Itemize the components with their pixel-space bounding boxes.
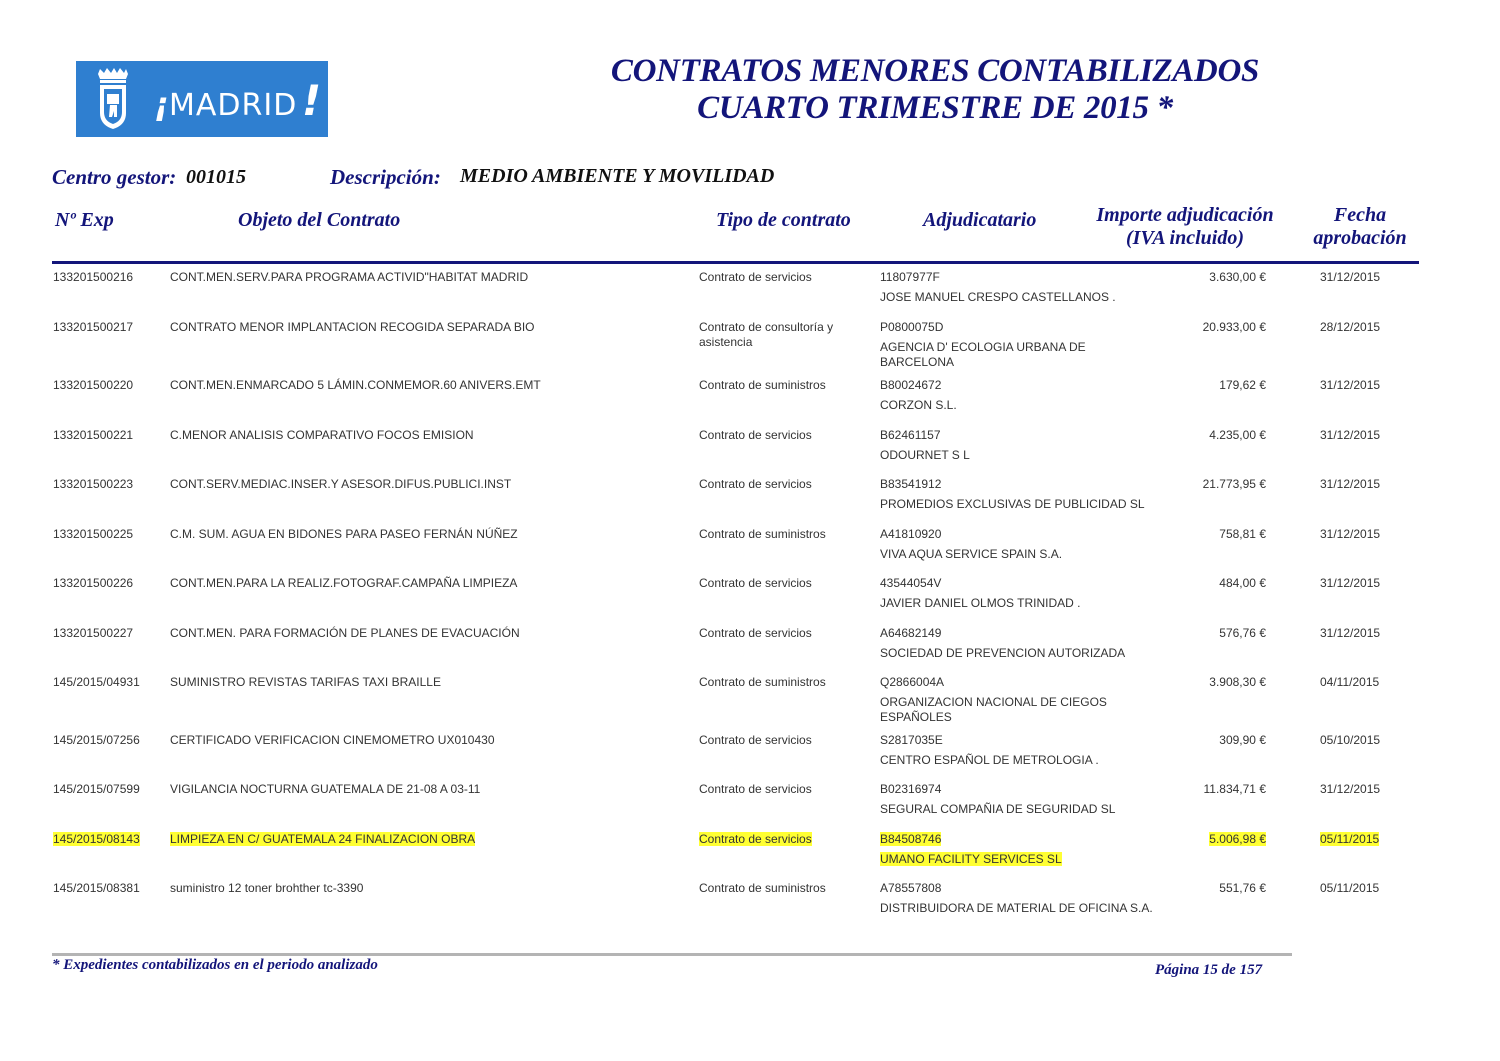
contractor-name: JOSE MANUEL CRESPO CASTELLANOS .: [880, 290, 1116, 304]
contractor-name: AGENCIA D' ECOLOGIA URBANA DE BARCELONA: [880, 340, 1086, 369]
approval-date: 31/12/2015: [1320, 428, 1381, 442]
footer-divider: [52, 953, 1292, 956]
contractor-name: ODOURNET S L: [880, 448, 970, 462]
svg-text:!: !: [302, 76, 322, 125]
approval-date: 31/12/2015: [1320, 527, 1381, 541]
award-amount: 484,00 €: [1219, 576, 1266, 590]
svg-text:¡: ¡: [154, 85, 169, 123]
contract-type: Contrato de servicios: [699, 832, 812, 846]
approval-date: 31/12/2015: [1320, 477, 1381, 491]
expediente-number: 133201500227: [53, 626, 134, 640]
descripcion-value: MEDIO AMBIENTE Y MOVILIDAD: [460, 165, 775, 187]
contract-type: Contrato de suministros: [699, 378, 826, 392]
approval-date: 31/12/2015: [1320, 270, 1381, 284]
award-amount: 4.235,00 €: [1209, 428, 1266, 442]
award-amount: 576,76 €: [1219, 626, 1266, 640]
approval-date: 31/12/2015: [1320, 782, 1381, 796]
footnote: * Expedientes contabilizados en el periodo analizado: [52, 957, 378, 973]
approval-date: 31/12/2015: [1320, 378, 1381, 392]
contract-object: VIGILANCIA NOCTURNA GUATEMALA DE 21-08 A 03-11: [170, 782, 481, 796]
contract-type: Contrato de suministros: [699, 881, 826, 895]
contractor-id: Q2866004A: [880, 675, 945, 689]
contract-object: CONT.MEN. PARA FORMACIÓN DE PLANES DE EVACUACIÓN: [170, 626, 520, 640]
award-amount: 758,81 €: [1219, 527, 1266, 541]
header-divider: [52, 261, 1419, 264]
contract-type: Contrato de servicios: [699, 626, 812, 640]
contractor-id: A64682149: [880, 626, 942, 640]
contract-object: suministro 12 toner brohther tc-3390: [170, 881, 364, 895]
contractor-name: PROMEDIOS EXCLUSIVAS DE PUBLICIDAD SL: [880, 497, 1145, 511]
report-title: [520, 53, 1350, 127]
expediente-number: 145/2015/07256: [53, 733, 140, 747]
approval-date: 28/12/2015: [1320, 320, 1381, 334]
expediente-number: 145/2015/08143: [53, 832, 140, 846]
contract-type: Contrato de servicios: [699, 576, 812, 590]
contractor-name: SEGURAL COMPAÑIA DE SEGURIDAD SL: [880, 802, 1116, 816]
approval-date: 31/12/2015: [1320, 576, 1381, 590]
award-amount: 309,90 €: [1219, 733, 1266, 747]
svg-text:MADRID: MADRID: [169, 88, 298, 123]
contractor-id: B02316974: [880, 782, 942, 796]
contractor-name: SOCIEDAD DE PREVENCION AUTORIZADA: [880, 646, 1126, 660]
contractor-name: JAVIER DANIEL OLMOS TRINIDAD .: [880, 596, 1081, 610]
award-amount: 179,62 €: [1219, 378, 1266, 392]
award-amount: 21.773,95 €: [1202, 477, 1266, 491]
approval-date: 04/11/2015: [1320, 675, 1380, 689]
expediente-number: 133201500220: [53, 378, 134, 392]
title-line-2: CUARTO TRIMESTRE DE 2015 *: [697, 90, 1173, 126]
contract-object: LIMPIEZA EN C/ GUATEMALA 24 FINALIZACION OBRA: [170, 832, 476, 846]
contractor-id: A41810920: [880, 527, 942, 541]
expediente-number: 133201500225: [53, 527, 134, 541]
contract-type: Contrato de suministros: [699, 675, 826, 689]
page-number: Página 15 de 157: [1155, 962, 1263, 978]
contract-object: SUMINISTRO REVISTAS TARIFAS TAXI BRAILLE: [170, 675, 441, 689]
contract-object: CONT.MEN.ENMARCADO 5 LÁMIN.CONMEMOR.60 ANIVERS.EMT: [170, 378, 541, 392]
expediente-number: 133201500216: [53, 270, 134, 284]
contract-object: CERTIFICADO VERIFICACION CINEMOMETRO UX010430: [170, 733, 495, 747]
column-header-tipo: Tipo de contrato: [716, 209, 851, 231]
contractor-id: P0800075D: [880, 320, 944, 334]
award-amount: 3.908,30 €: [1209, 675, 1266, 689]
contractor-id: B83541912: [880, 477, 942, 491]
approval-date: 05/10/2015: [1320, 733, 1381, 747]
contractor-id: B84508746: [880, 832, 942, 846]
contractor-name: CENTRO ESPAÑOL DE METROLOGIA .: [880, 753, 1099, 767]
contractor-name: CORZON S.L.: [880, 398, 957, 412]
approval-date: 05/11/2015: [1320, 881, 1380, 895]
contractor-id: B62461157: [880, 428, 941, 442]
contract-object: CONT.MEN.SERV.PARA PROGRAMA ACTIVID"HABITAT MADRID: [170, 270, 529, 284]
contractor-name: UMANO FACILITY SERVICES SL: [880, 852, 1062, 866]
contractor-name: DISTRIBUIDORA DE MATERIAL DE OFICINA S.A.: [880, 901, 1153, 915]
contract-type: Contrato de suministros: [699, 527, 826, 541]
column-header-adjudicatario: Adjudicatario: [923, 209, 1037, 231]
contract-object: C.M. SUM. AGUA EN BIDONES PARA PASEO FERNÁN NÚÑEZ: [170, 527, 518, 541]
madrid-logo: [76, 61, 328, 137]
award-amount: 20.933,00 €: [1202, 320, 1266, 334]
expediente-number: 145/2015/04931: [53, 675, 140, 689]
award-amount: 3.630,00 €: [1209, 270, 1266, 284]
title-line-1: CONTRATOS MENORES CONTABILIZADOS: [610, 53, 1260, 89]
award-amount: 11.834,71 €: [1203, 782, 1266, 796]
contractor-id: S2817035E: [880, 733, 943, 747]
column-header-fecha: [1300, 204, 1420, 250]
importe-header-line-1: Importe adjudicación: [1096, 204, 1274, 226]
approval-date: 05/11/2015: [1320, 832, 1380, 846]
expediente-number: 145/2015/07599: [53, 782, 140, 796]
contract-type: Contrato de servicios: [699, 782, 812, 796]
expediente-number: 133201500226: [53, 576, 134, 590]
contract-object: CONT.SERV.MEDIAC.INSER.Y ASESOR.DIFUS.PUBLICI.INST: [170, 477, 512, 491]
contractor-id: 43544054V: [880, 576, 942, 590]
expediente-number: 133201500217: [53, 320, 134, 334]
column-header-importe: [1080, 204, 1290, 250]
contractor-name: VIVA AQUA SERVICE SPAIN S.A.: [880, 547, 1063, 561]
contract-type: Contrato de servicios: [699, 428, 812, 442]
contract-object: CONT.MEN.PARA LA REALIZ.FOTOGRAF.CAMPAÑA LIMPIEZA: [170, 576, 518, 590]
column-header-objeto: Objeto del Contrato: [238, 209, 401, 231]
descripcion-label: Descripción:: [330, 165, 441, 189]
centro-gestor-value: 001015: [186, 166, 246, 188]
contract-type: Contrato de servicios: [699, 270, 812, 284]
contract-type: Contrato de servicios: [699, 733, 812, 747]
contractor-name: ORGANIZACION NACIONAL DE CIEGOS ESPAÑOLES: [880, 695, 1107, 724]
centro-gestor-label: Centro gestor:: [52, 165, 177, 189]
award-amount: 5.006,98 €: [1209, 832, 1266, 846]
column-header-exp: Nº Exp: [55, 209, 114, 231]
expediente-number: 145/2015/08381: [53, 881, 140, 895]
fecha-header-line-2: aprobación: [1313, 227, 1407, 249]
contract-object: CONTRATO MENOR IMPLANTACION RECOGIDA SEPARADA BIO: [170, 320, 535, 334]
contract-object: C.MENOR ANALISIS COMPARATIVO FOCOS EMISION: [170, 428, 474, 442]
madrid-coat-of-arms-icon: [76, 61, 328, 137]
contract-type: Contrato de servicios: [699, 477, 812, 491]
importe-header-line-2: (IVA incluido): [1126, 227, 1244, 249]
expediente-number: 133201500223: [53, 477, 134, 491]
expediente-number: 133201500221: [53, 428, 134, 442]
approval-date: 31/12/2015: [1320, 626, 1381, 640]
contractor-id: B80024672: [880, 378, 942, 392]
award-amount: 551,76 €: [1219, 881, 1266, 895]
contract-type: Contrato de consultoría y asistencia: [699, 320, 834, 349]
contractor-id: A78557808: [880, 881, 942, 895]
fecha-header-line-1: Fecha: [1333, 204, 1387, 226]
contractor-id: 11807977F: [880, 270, 940, 284]
